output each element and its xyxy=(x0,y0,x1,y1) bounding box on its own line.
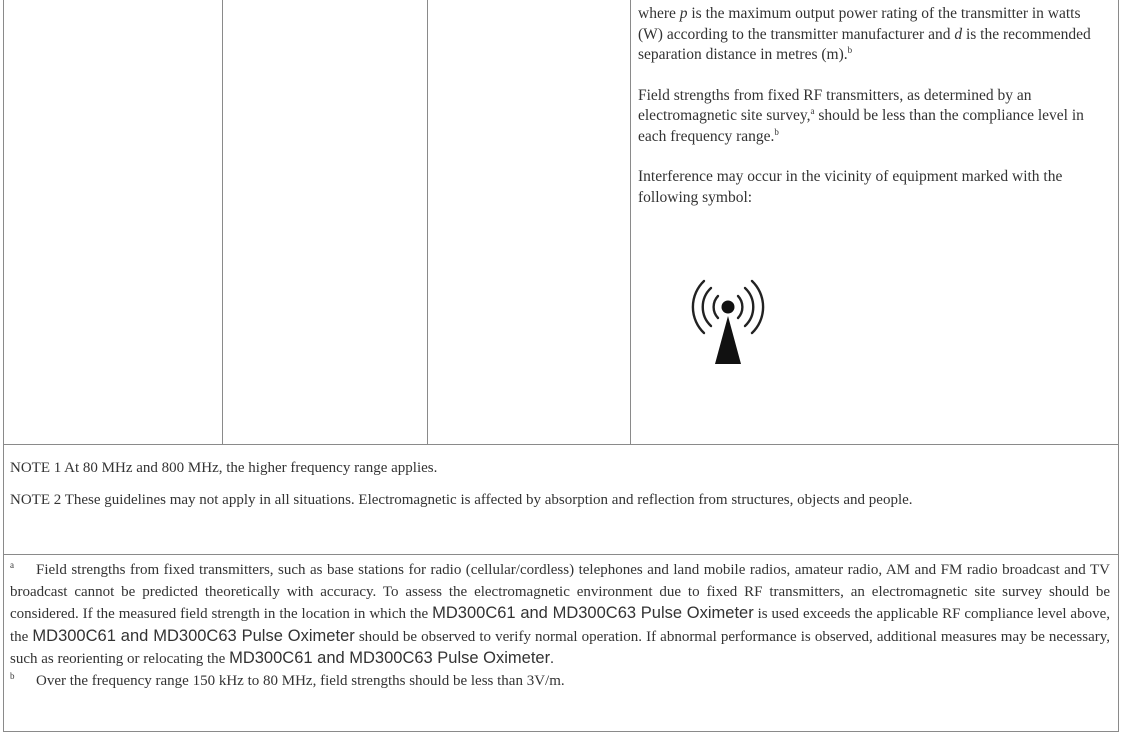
table-right-border xyxy=(1118,0,1119,732)
footnote-a: a Field strengths from fixed transmitters, such as base stations for radio (cellular/cordless) telephones and land mobile radios, amateur radio, AM and FM radio broadcast and TV broadcast cannot be predicted theoretically with accuracy. To assess the electromagnetic environment due to fixed RF transmitters, an electromagnetic site survey should be considered. If the measured field strength in the location in which the MD300C61 and MD300C63 Pulse Oximeter is used exceeds the applicable RF compliance level above, the MD300C61 and MD300C63 Pulse Oximeter should be observed to verify normal operation. If abnormal performance is observed, additional measures may be necessary, such as reorienting or relocating the MD300C61 and MD300C63 Pulse Oximeter. xyxy=(10,560,1111,667)
field-strength-paragraph: Field strengths from fixed RF transmitters, as determined by an electromagnetic site survey,$^a$ should be less than the compliance level in each frequency range.$^b$ xyxy=(638,86,1084,145)
right-column-cell xyxy=(638,4,1108,208)
notes-row xyxy=(10,458,1110,510)
separation-distance-paragraph: where p is the maximum output power rating of the transmitter in watts (W) according to the transmitter manufacturer and d is the recommended separation distance in metres (m).$^b$ xyxy=(638,5,1091,63)
variable-p: p xyxy=(679,5,688,22)
product-name: MD300C61 and MD300C63 Pulse Oximeter xyxy=(32,626,355,645)
note-1: NOTE 1 At 80 MHz and 800 MHz, the higher frequency range applies. xyxy=(10,460,438,476)
note-2: NOTE 2 These guidelines may not apply in all situations. Electromagnetic is affected by absorption and reflection from structures, objects and people. xyxy=(10,492,913,508)
column-divider-3 xyxy=(630,0,631,444)
interference-paragraph: Interference may occur in the vicinity of equipment marked with the following symbol: xyxy=(638,168,1063,206)
column-divider-1 xyxy=(222,0,223,444)
product-name: MD300C61 and MD300C63 Pulse Oximeter xyxy=(432,604,754,622)
variable-d: d xyxy=(954,25,963,43)
footnote-ref-a: a xyxy=(810,105,815,116)
footnote-b: b Over the frequency range 150 kHz to 80 MHz, field strengths should be less than 3V/m. xyxy=(10,670,565,689)
footnote-ref-b: b xyxy=(847,44,853,55)
non-ionizing-radiation-icon xyxy=(684,276,772,368)
row-divider-table-bottom xyxy=(3,444,1119,445)
footnotes-row xyxy=(10,560,1110,692)
footnote-ref-b: b xyxy=(774,126,779,137)
product-name: MD300C61 and MD300C63 Pulse Oximeter xyxy=(229,649,551,667)
table-left-border xyxy=(3,0,4,732)
row-divider-notes-bottom xyxy=(3,554,1119,555)
column-divider-2 xyxy=(427,0,428,444)
